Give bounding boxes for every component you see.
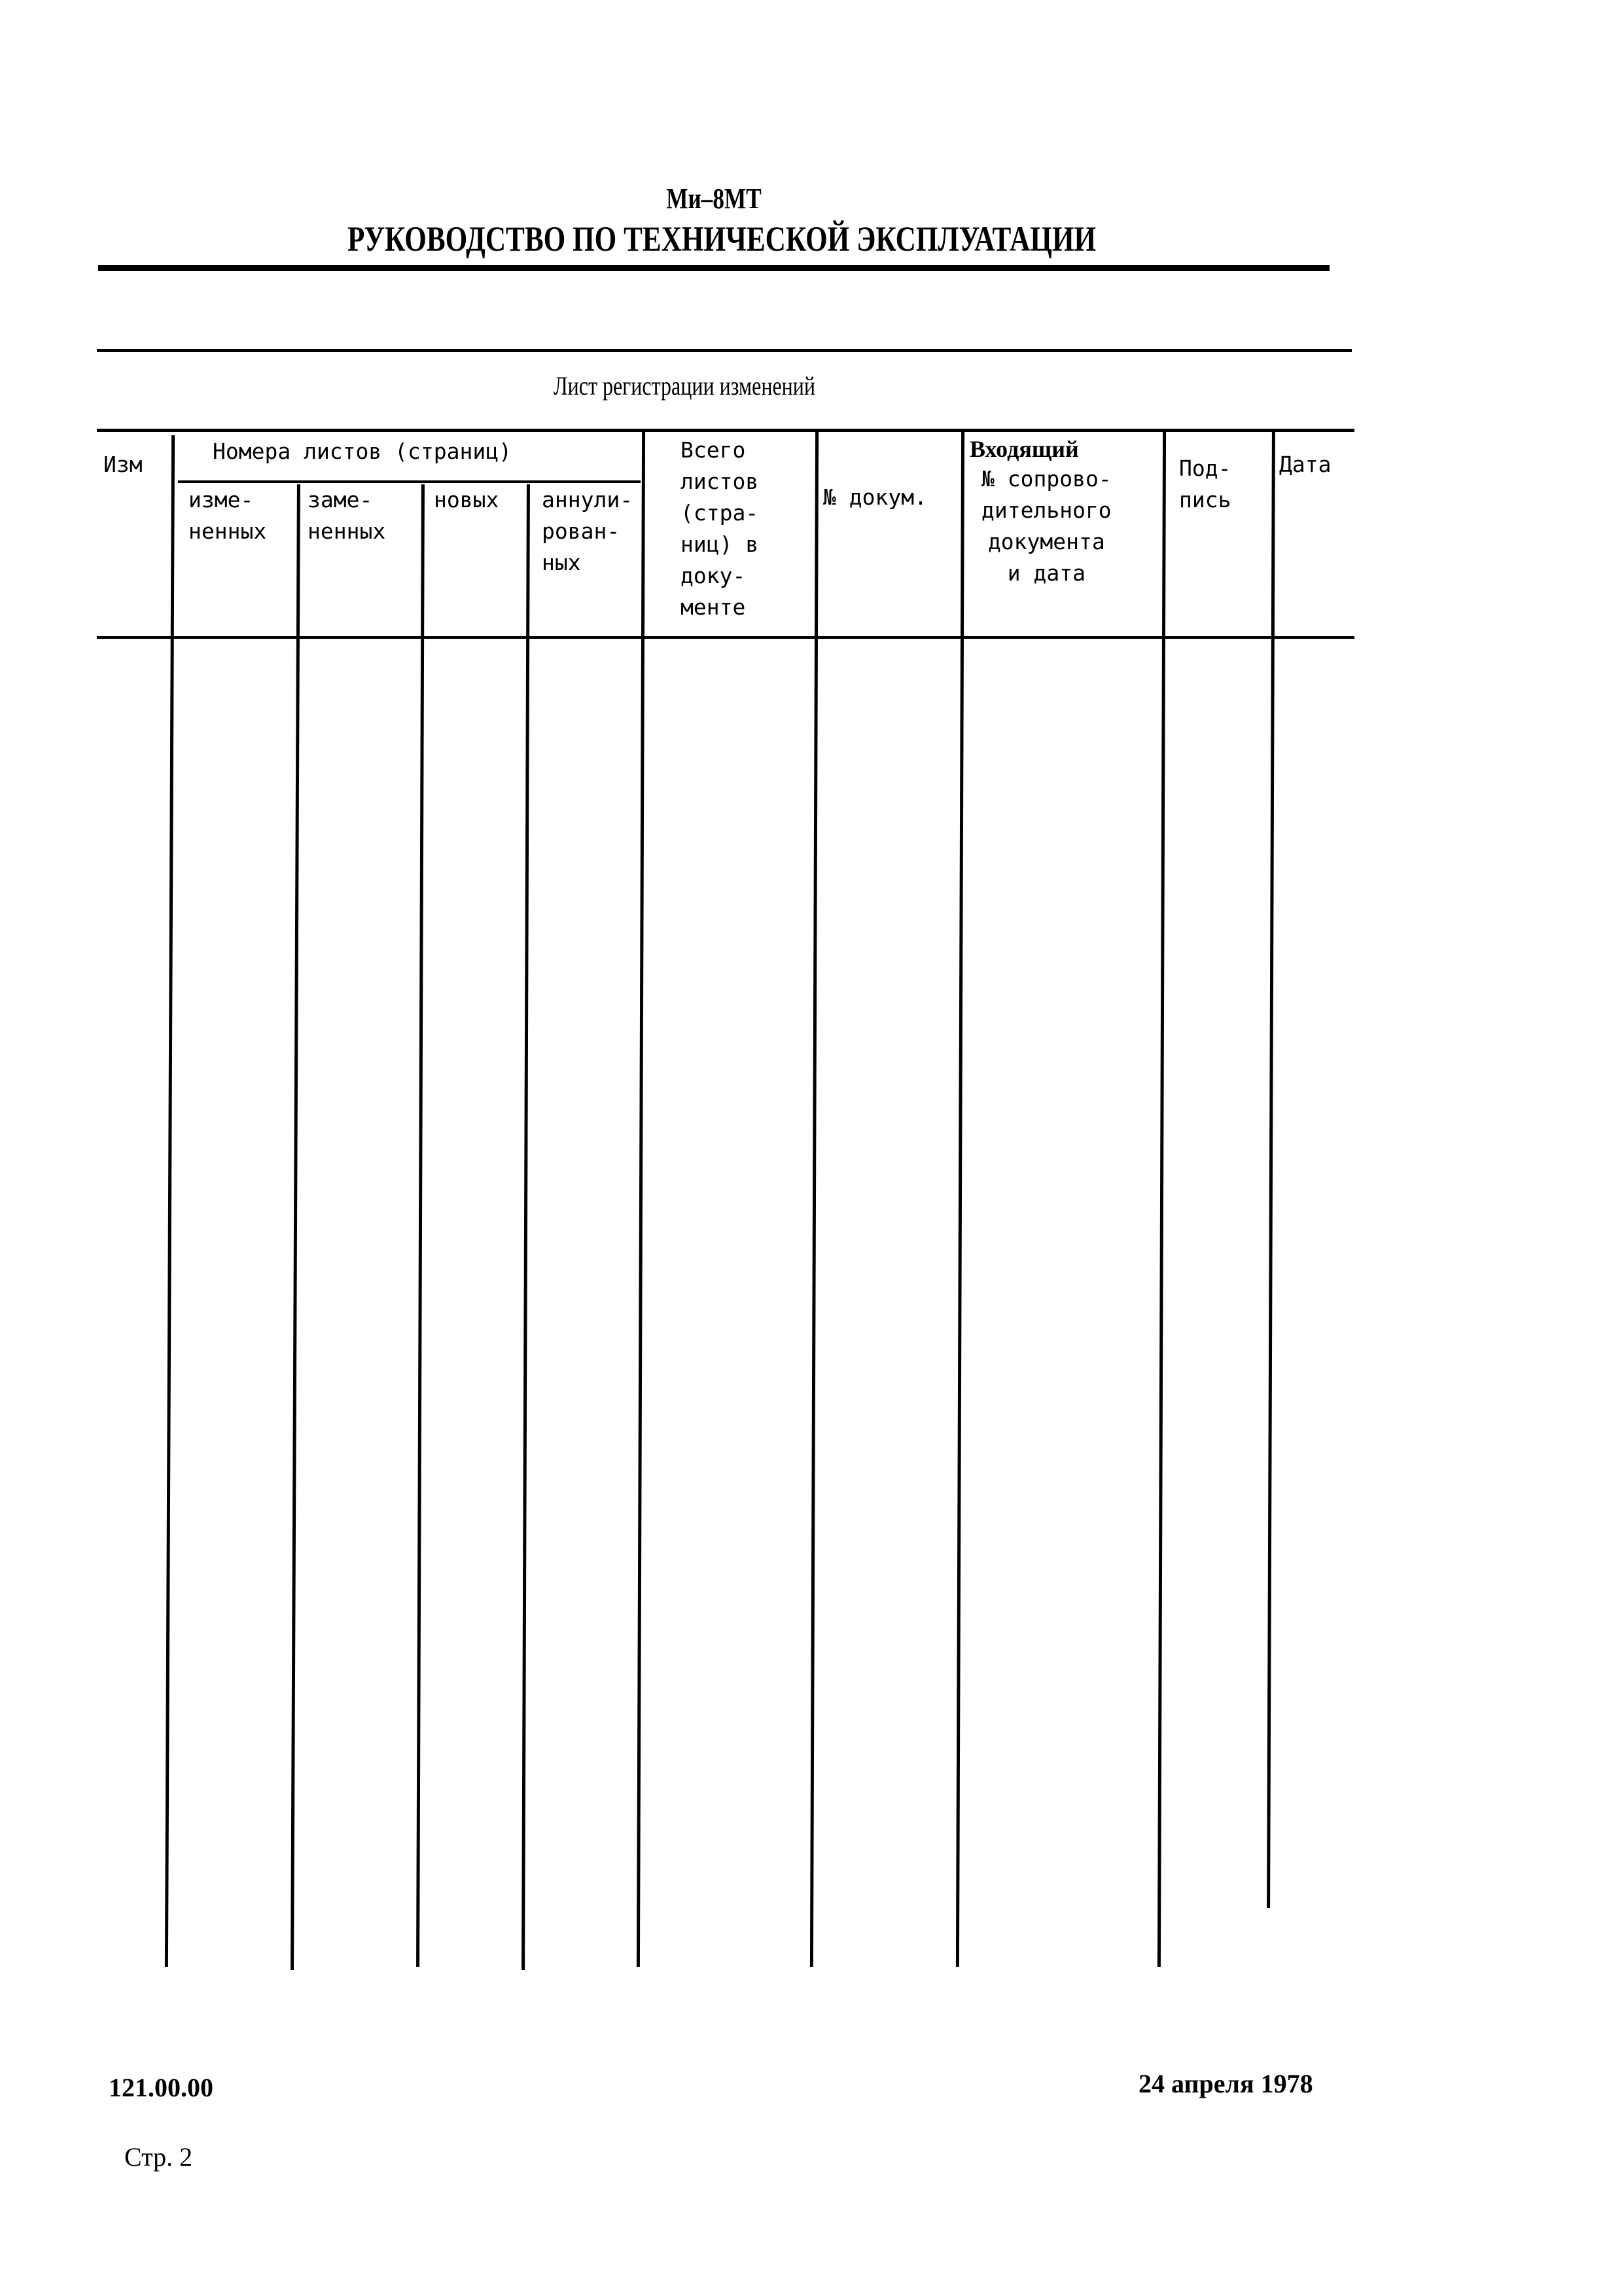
header-rule (98, 265, 1330, 271)
manual-title: РУКОВОДСТВО ПО ТЕХНИЧЕСКОЙ ЭКСПЛУАТАЦИИ (347, 219, 1097, 259)
column-divider (956, 432, 964, 1967)
col-header-doc-no: № докум. (823, 484, 927, 510)
section-rule (97, 349, 1352, 352)
subheader-rule (178, 480, 641, 483)
column-divider (416, 484, 425, 1967)
sheet-title: Лист регистрации изменений (553, 371, 816, 401)
col-header-replaced: заме- ненных (308, 487, 386, 544)
page-number: Стр. 2 (124, 2142, 193, 2172)
col-header-sheet-numbers: Номера листов (страниц) (213, 439, 512, 464)
document-code: 121.00.00 (109, 2073, 213, 2102)
column-divider (1267, 432, 1275, 1908)
col-header-new: новых (434, 487, 499, 512)
col-header-incoming-detail: № сопрово- дительного документа и дата (981, 466, 1112, 586)
column-divider (291, 484, 300, 1970)
col-header-izm: Изм (103, 452, 143, 477)
column-divider (637, 432, 645, 1967)
header-bottom-rule (97, 636, 1354, 639)
revision-date: 24 апреля 1978 (1139, 2069, 1313, 2098)
col-header-incoming: Входящий (970, 436, 1079, 462)
column-divider (1157, 432, 1166, 1967)
col-header-date: Дата (1279, 452, 1332, 477)
column-divider (810, 432, 819, 1967)
col-header-signature: Под- пись (1179, 456, 1231, 512)
column-divider (165, 435, 175, 1967)
col-header-changed: изме- ненных (188, 487, 267, 544)
col-header-total: Всего листов (стра- ниц) в доку- менте (680, 437, 759, 620)
column-divider (521, 484, 530, 1970)
col-header-annulled: аннули- рован- ных (542, 487, 633, 575)
model-title: Ми–8МТ (666, 183, 762, 215)
